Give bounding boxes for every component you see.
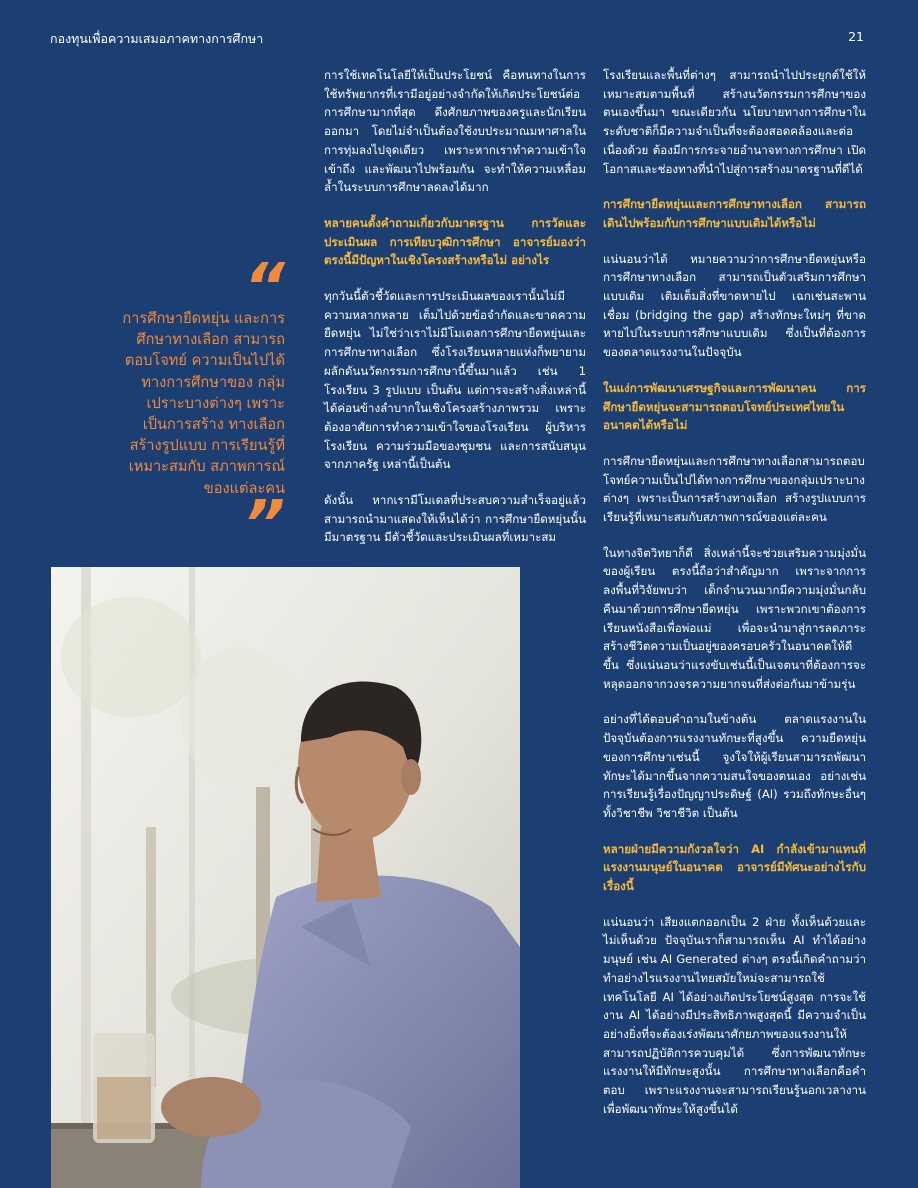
page-number: 21: [848, 29, 864, 44]
close-quote-mark: ”: [243, 487, 285, 562]
paragraph: โรงเรียนและพื้นที่ต่างๆ สามารถนำไปประยุกต์ใช้ให้เหมาะสมตามพื้นที่ สร้างนวัตกรรมการศึกษาของตนเองขึ้นมา ขณะเดียวกัน นโยบายทางการศึกษาในระดับชาติก็มีความจำเป็นที่จะต้องสอดคล้องและต่อเนื่องด้วย ต้องมีการกระจายอำนาจทางการศึกษา เปิดโอกาสและช่องทางที่นำไปสู่การสร้างมาตรฐานที่ดีได้: [603, 68, 866, 176]
open-quote-mark: “: [243, 251, 285, 325]
interview-question: หลายคนตั้งคำถามเกี่ยวกับมาตรฐาน การวัดและประเมินผล การเทียบวุฒิการศึกษา อาจารย์มองว่าตรงนี้มีปัญหาในเชิงโครงสร้างหรือไม่ อย่างไร: [324, 215, 586, 268]
paragraph: แน่นอนว่าได้ หมายความว่าการศึกษายืดหยุ่นหรือการศึกษาทางเลือก สามารถเป็นตัวเสริมการศึกษาแบบเดิม เติมเต็มสิ่งที่ขาดหายไป เฉกเช่นสะพานเชื่อม (bridging the gap) สร้างทักษะใหม่ๆ ที่ขาดหายไปในระบบการศึกษาแบบเดิม ซึ่งเป็นที่ต้องการของตลาดแรงงานในปัจจุบัน: [603, 251, 866, 360]
article-column-2: [603, 66, 866, 1135]
publication-title: กองทุนเพื่อความเสมอภาคทางการศึกษา: [50, 31, 264, 46]
paragraph: การศึกษายืดหยุ่นและการศึกษาทางเลือกสามารถตอบโจทย์ความเป็นไปได้ทางการศึกษาของกลุ่มเปราะบางต่างๆ เพราะเป็นการสร้างทางเลือก สร้างรูปแบบการเรียนรู้ที่เหมาะสมกับสภาพการณ์ของแต่ละคน: [603, 453, 866, 525]
pull-quote-text: การศึกษายืดหยุ่น และการศึกษาทางเลือก สามารถตอบโจทย์ ความเป็นไปได้ ทางการศึกษาของ กลุ่มเปราะบางต่างๆ เพราะเป็นการสร้าง ทางเลือก สร้างรูปแบบ การเรียนรู้ที่เหมาะสมกับ สภาพการณ์ของแต่ละคน: [122, 310, 285, 497]
paragraph: ดังนั้น หากเรามีโมเดลที่ประสบความสำเร็จอยู่แล้ว สามารถนำมาแสดงให้เห็นได้ว่า การศึกษายืดหยุ่นนั้นมีมาตรฐาน มีตัวชี้วัดและประเมินผลที่เหมาะสม: [324, 493, 586, 545]
pull-quote: [112, 251, 285, 562]
photo-illustration: [51, 567, 520, 1188]
paragraph: อย่างที่ได้ตอบคำถามในข้างต้น ตลาดแรงงานในปัจจุบันต้องการแรงงานทักษะที่สูงขึ้น ความยืดหยุ่นของการศึกษาเช่นนี้ จูงใจให้ผู้เรียนสามารถพัฒนาทักษะได้มากขึ้นจากความสนใจของตนเอง อย่างเช่นการเรียนรู้เรื่องปัญญาประดิษฐ์ (AI) รวมถึงทักษะอื่นๆ ทั้งวิชาชีพ วิชาชีวิต เป็นต้น: [603, 712, 866, 820]
interview-question: การศึกษายืดหยุ่นและการศึกษาทางเลือก สามารถเดินไปพร้อมกับการศึกษาแบบเดิมได้หรือไม่: [603, 197, 866, 230]
paragraph: ในทางจิตวิทยาก็ดี สิ่งเหล่านี้จะช่วยเสริมความมุ่งมั่นของผู้เรียน ตรงนี้ถือว่าสำคัญมาก เพราะจากการลงพื้นที่วิจัยพบว่า เด็กจำนวนมากมีความมุ่งมั่นกลับคืนมาด้วยการศึกษายืดหยุ่น เพราะพวกเขาต้องการเรียนหนังสือเพื่อพ่อแม่ เพื่อจะนำมาสู่การลดภาระสร้างชีวิตความเป็นอยู่ของครอบครัวในอนาคตให้ดีขึ้น ซึ่งแน่นอนว่าแรงขับเช่นนี้เป็นเจตนาที่ต้องการจะหลุดออกจากวงจรความยากจนที่ส่งต่อกันมาข้ามรุ่น: [603, 545, 866, 691]
paragraph: ทุกวันนี้ตัวชี้วัดและการประเมินผลของเรานั้นไม่มีความหลากหลาย เต็มไปด้วยข้อจำกัดและขาดความยืดหยุ่น ไม่ใช่ว่าเราไม่มีโมเดลการศึกษายืดหยุ่นและการศึกษาทางเลือก ซึ่งโรงเรียนหลายแห่งก็พยายามผลักดันนวัตกรรมการศึกษานี้ขึ้นมาแล้ว เช่น 1 โรงเรียน 3 รูปแบบ เป็นต้น แต่การจะสร้างสิ่งเหล่านี้ได้ค่อนข้างลำบากในเชิงโครงสร้างภาพรวม เพราะต้องอาศัยการทำความเข้าใจของโรงเรียน ผู้บริหารโรงเรียน ความร่วมมือของชุมชน และการสนับสนุนจากภาครัฐ เหล่านี้เป็นต้น: [324, 289, 586, 472]
paragraph: การใช้เทคโนโลยีให้เป็นประโยชน์ คือหนทางในการใช้ทรัพยากรที่เรามีอยู่อย่างจำกัดให้เกิดประโยชน์ต่อการศึกษามากที่สุด ดึงศักยภาพของครูและนักเรียนออกมา โดยไม่จำเป็นต้องใช้งบประมาณมหาศาลในการทุ่มลงไปจุดเดียว เพราะหากเราทำความเข้าใจ เข้าถึง และพัฒนาไปพร้อมกัน จะทำให้ความเหลื่อมล้ำในระบบการศึกษาลดลงได้มาก: [324, 68, 586, 195]
interviewee-photo: [51, 567, 520, 1188]
paragraph: แน่นอนว่า เสียงแตกออกเป็น 2 ฝ่าย ทั้งเห็นด้วยและไม่เห็นด้วย ปัจจุบันเราก็สามารถเห็น AI ทำได้อย่างมนุษย์ เช่น AI Generated ต่างๆ ตรงนี้เกิดคำถามว่าทำอย่างไรแรงงานไทยสมัยใหม่จะสามารถใช้เทคโนโลยี AI ได้อย่างเกิดประโยชน์สูงสุด การจะใช้งาน AI ได้อย่างมีประสิทธิภาพสูงสุดนี้ มีความจำเป็นอย่างยิ่งที่จะต้องเร่งพัฒนาศักยภาพของแรงงานให้สามารถปฏิบัติการควบคุมได้ ซึ่งการพัฒนาทักษะแรงงานให้มีทักษะสูงนั้น การศึกษาทางเลือกคือคำตอบ เพราะแรงงานจะสามารถเรียนรู้นอกเวลางานเพื่อพัฒนาทักษะให้สูงขึ้นได้: [603, 914, 866, 1116]
interview-question: หลายฝ่ายมีความกังวลใจว่า AI กำลังเข้ามาแทนที่แรงงานมนุษย์ในอนาคต อาจารย์มีทัศนะอย่างไรกับเรื่องนี้: [603, 841, 866, 894]
article-column-1: [324, 66, 586, 564]
interview-question: ในแง่การพัฒนาเศรษฐกิจและการพัฒนาคน การศึกษายืดหยุ่นจะสามารถตอบโจทย์ประเทศไทยในอนาคตได้หรือไม่: [603, 380, 866, 433]
